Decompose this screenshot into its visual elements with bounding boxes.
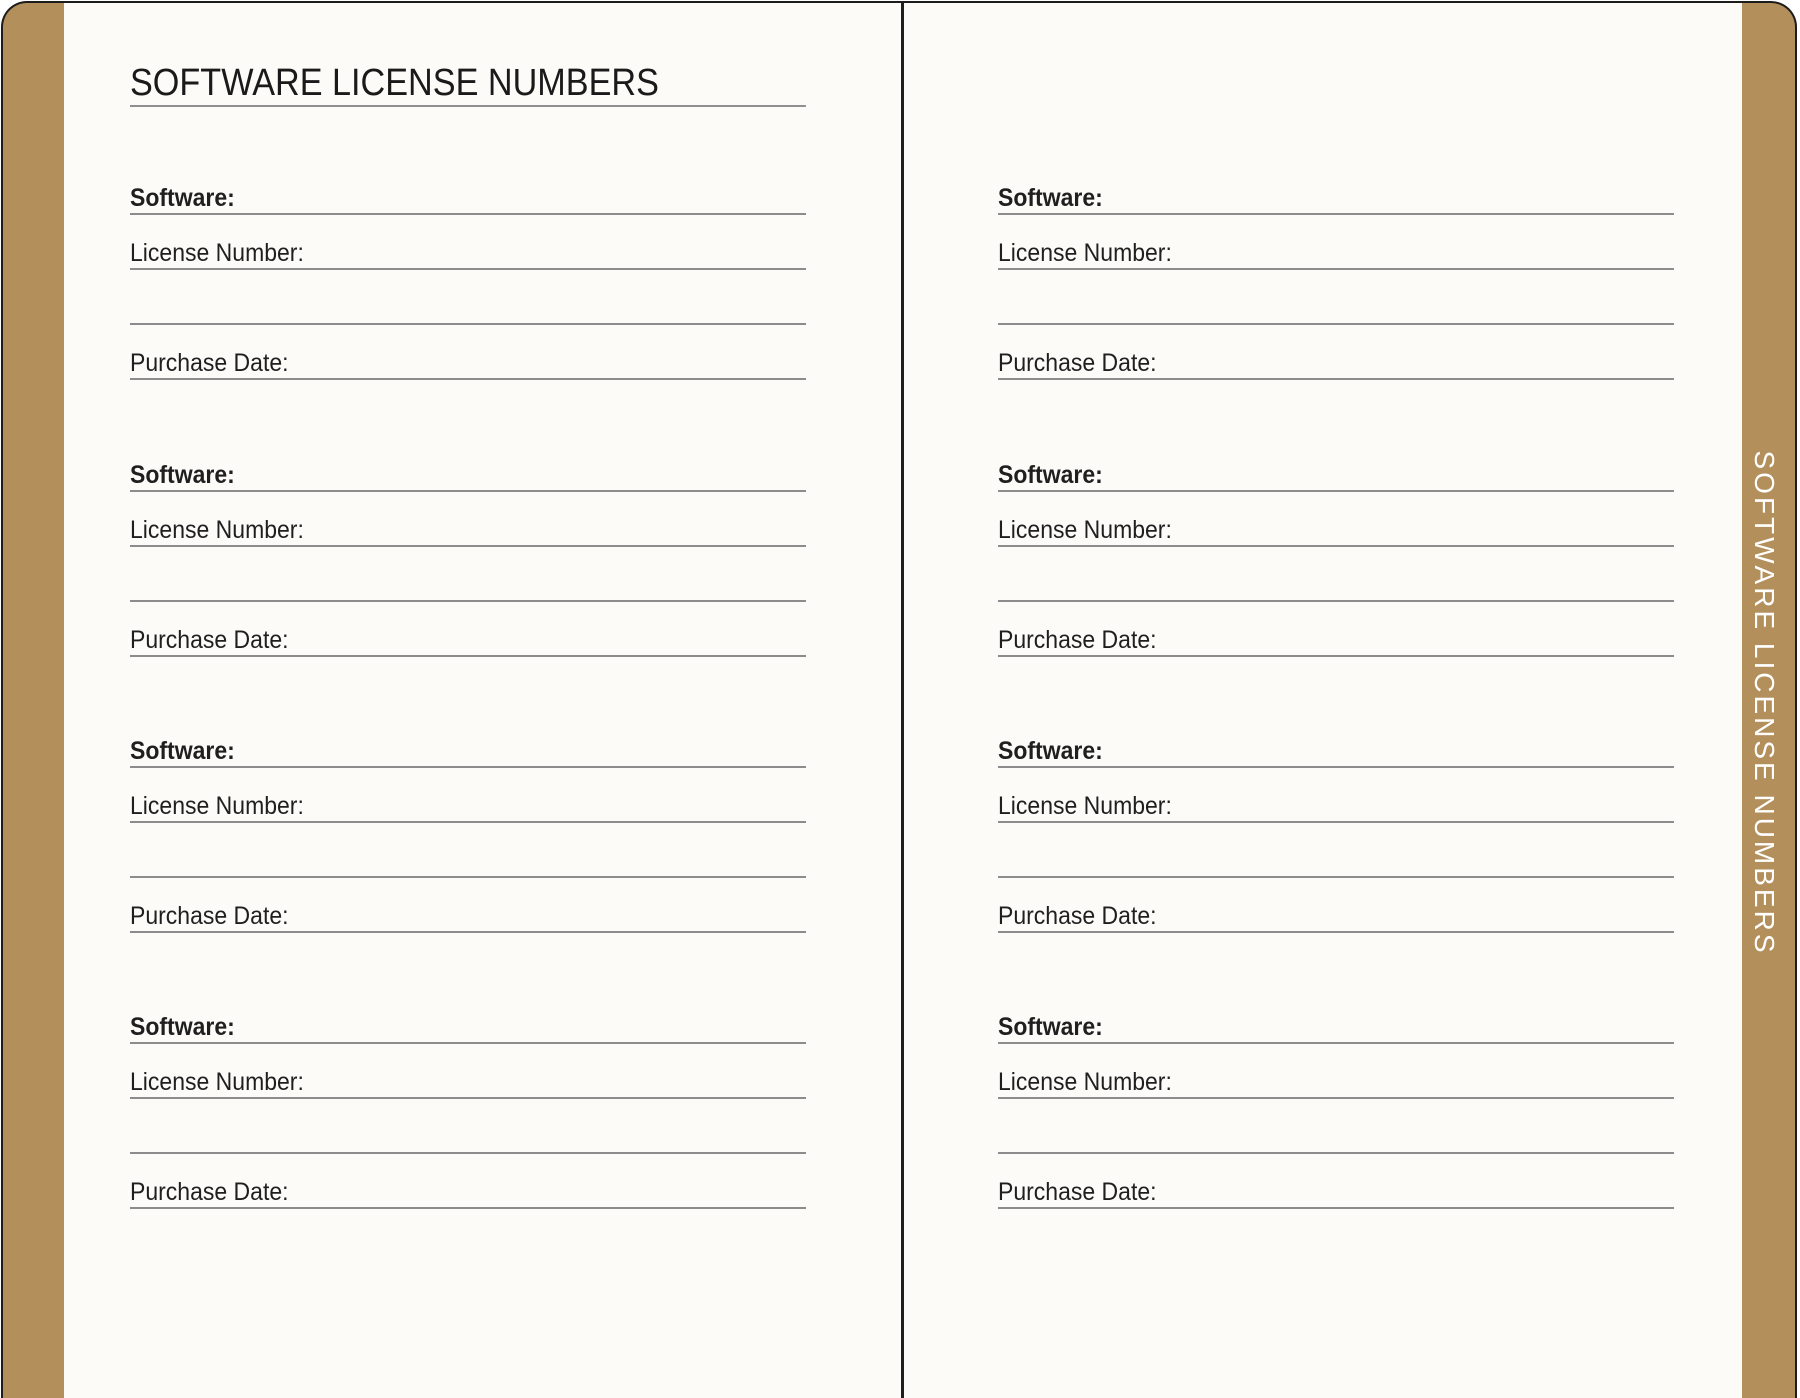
- license-number-field[interactable]: [130, 1067, 806, 1099]
- software-label: Software:: [130, 184, 235, 212]
- license-number-extra-line[interactable]: [998, 846, 1674, 878]
- license-number-extra-line[interactable]: [130, 293, 806, 325]
- software-label: Software:: [998, 461, 1103, 489]
- license-number-extra-line[interactable]: [130, 1122, 806, 1154]
- license-number-field[interactable]: [998, 1067, 1674, 1099]
- software-field[interactable]: [998, 736, 1674, 768]
- software-field[interactable]: [130, 183, 806, 215]
- license-number-extra-line[interactable]: [998, 570, 1674, 602]
- purchase-date-field[interactable]: [130, 625, 806, 657]
- purchase-date-label: Purchase Date:: [130, 902, 289, 930]
- license-number-field[interactable]: [130, 515, 806, 547]
- software-field[interactable]: [998, 1012, 1674, 1044]
- license-number-label: License Number:: [130, 1068, 304, 1096]
- purchase-date-field[interactable]: [998, 348, 1674, 380]
- license-number-label: License Number:: [998, 1068, 1172, 1096]
- software-field[interactable]: [998, 183, 1674, 215]
- purchase-date-field[interactable]: [998, 1177, 1674, 1209]
- license-number-label: License Number:: [130, 239, 304, 267]
- software-label: Software:: [998, 184, 1103, 212]
- software-field[interactable]: [998, 460, 1674, 492]
- software-label: Software:: [130, 1013, 235, 1041]
- notebook-spread: [1, 1, 1797, 1398]
- purchase-date-field[interactable]: [130, 901, 806, 933]
- software-field[interactable]: [130, 460, 806, 492]
- page-title: SOFTWARE LICENSE NUMBERS: [130, 61, 806, 107]
- license-number-label: License Number:: [998, 239, 1172, 267]
- license-number-field[interactable]: [998, 238, 1674, 270]
- software-field[interactable]: [130, 1012, 806, 1044]
- purchase-date-label: Purchase Date:: [998, 1178, 1157, 1206]
- right-page: [904, 3, 1742, 1398]
- software-label: Software:: [130, 737, 235, 765]
- purchase-date-label: Purchase Date:: [998, 626, 1157, 654]
- software-label: Software:: [998, 737, 1103, 765]
- left-page: [64, 3, 901, 1398]
- software-field[interactable]: [130, 736, 806, 768]
- license-number-extra-line[interactable]: [130, 846, 806, 878]
- license-number-label: License Number:: [130, 792, 304, 820]
- license-number-label: License Number:: [130, 516, 304, 544]
- software-label: Software:: [998, 1013, 1103, 1041]
- license-number-extra-line[interactable]: [998, 293, 1674, 325]
- purchase-date-field[interactable]: [998, 625, 1674, 657]
- purchase-date-field[interactable]: [130, 348, 806, 380]
- license-number-field[interactable]: [130, 238, 806, 270]
- purchase-date-field[interactable]: [130, 1177, 806, 1209]
- purchase-date-label: Purchase Date:: [998, 902, 1157, 930]
- license-number-field[interactable]: [998, 791, 1674, 823]
- license-number-label: License Number:: [998, 792, 1172, 820]
- license-number-label: License Number:: [998, 516, 1172, 544]
- purchase-date-label: Purchase Date:: [130, 626, 289, 654]
- section-tab-label: SOFTWARE LICENSE NUMBERS: [1749, 450, 1780, 956]
- software-label: Software:: [130, 461, 235, 489]
- license-number-extra-line[interactable]: [998, 1122, 1674, 1154]
- license-number-field[interactable]: [130, 791, 806, 823]
- license-number-field[interactable]: [998, 515, 1674, 547]
- license-number-extra-line[interactable]: [130, 570, 806, 602]
- purchase-date-field[interactable]: [998, 901, 1674, 933]
- purchase-date-label: Purchase Date:: [998, 349, 1157, 377]
- purchase-date-label: Purchase Date:: [130, 1178, 289, 1206]
- purchase-date-label: Purchase Date:: [130, 349, 289, 377]
